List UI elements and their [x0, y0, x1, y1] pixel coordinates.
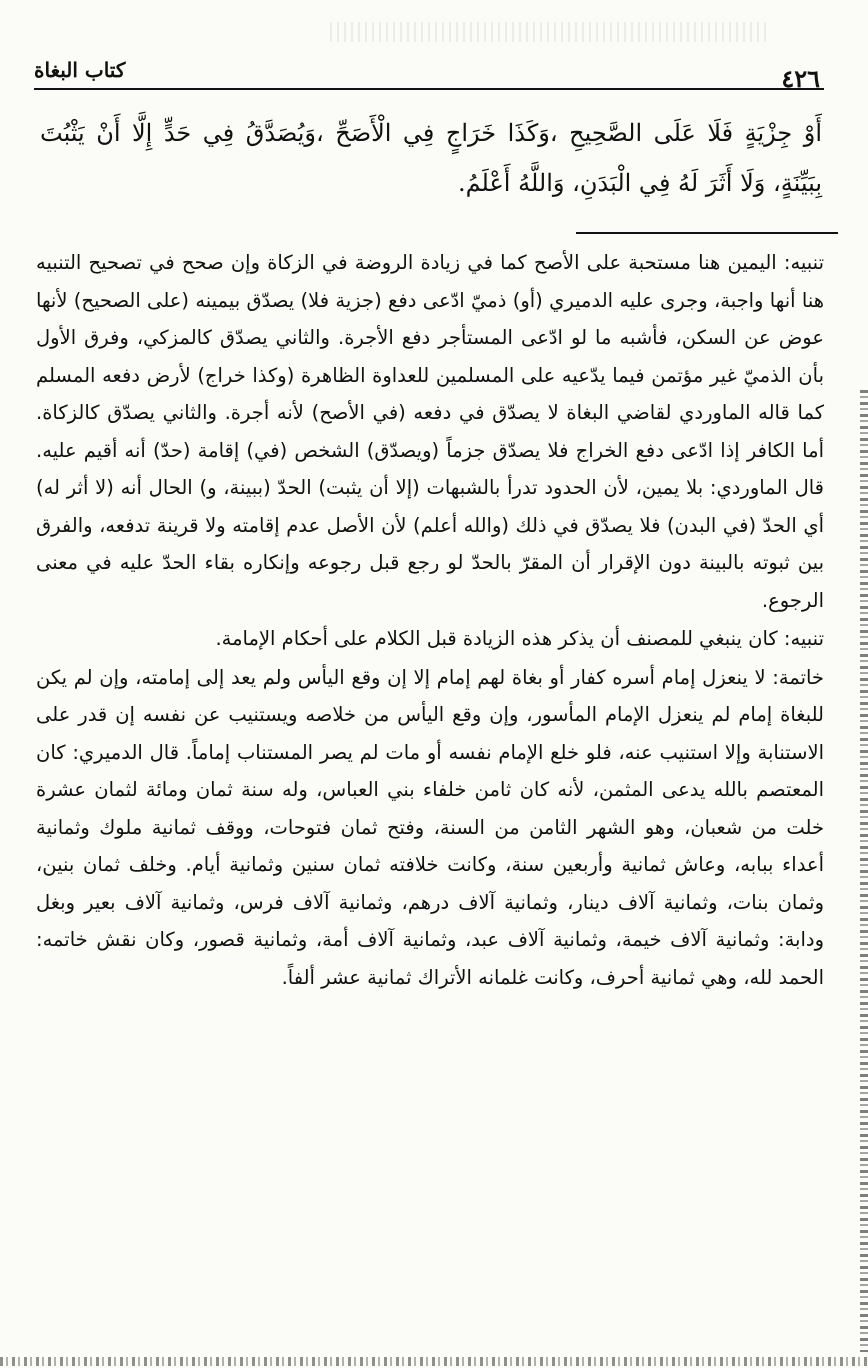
matn-text [40, 108, 822, 208]
sharh-commentary [36, 244, 824, 996]
footnote-divider [576, 232, 838, 234]
page-number: ٤٢٦ [781, 64, 820, 93]
matn-paragraph: أَوْ جِزْيَةٍ فَلَا عَلَى الصَّحِيحِ ،وَكَذَا خَرَاجٍ فِي الْأَصَحِّ ،وَيُصَدَّقُ فِي حَدٍّ إِلَّا أَنْ يَثْبُتَ بِبَيِّنَةٍ، وَلَا أَثَرَ لَهُ فِي الْبَدَنِ، وَاللَّهُ أَعْلَمُ. [40, 119, 822, 197]
page-header [34, 56, 824, 93]
decorative-border-bottom [0, 1357, 868, 1366]
commentary-paragraph-tanbih-2: تنبيه: كان ينبغي للمصنف أن يذكر هذه الزيادة قبل الكلام على أحكام الإمامة. [215, 627, 824, 650]
commentary-paragraph-khatima: خاتمة: لا ينعزل إمام أسره كفار أو بغاة لهم إمام إلا إن وقع اليأس ولم يعد إلى إمامته، وإن لم يكن للبغاة إمام لم ينعزل الإمام المأسور، وإن وقع اليأس من خلاصه ويستنيب عن نفسه إن قدر على الاستنابة وإلا استنيب عنه، فلو خلع الإمام نفسه أو مات لم يصر المستناب إماماً. قال الدميري: كان المعتصم بالله يدعى المثمن، لأنه كان ثامن خلفاء بني العباس، وله سنة ثمان ومائة لثمان عشرة خلت من شعبان، وهو الشهر الثامن من السنة، وفتح ثمان فتوحات، ووقف ثمانية ملوك وثمانية أعداء ببابه، وعاش ثمانية وأربعين سنة، وكانت خلافته ثمان سنين وثمانية أيام. وخلف ثمان بنين، وثمان بنات، وثمانية آلاف دينار، وثمانية آلاف درهم، وثمانية آلاف فرس، وثمانية آلاف بعير وبغل ودابة: وثمانية آلاف خيمة، وثمانية آلاف عبد، وثمانية آلاف أمة، وثمانية قصور، وكان نقش خاتمه: الحمد لله، وهي ثمانية أحرف، وكانت غلمانه الأتراك ثمانية عشر ألفاً. [36, 665, 824, 989]
scan-artifact [330, 22, 770, 42]
commentary-paragraph-tanbih-1: تنبيه: اليمين هنا مستحبة على الأصح كما في زيادة الروضة في الزكاة وإن صحح في تصحيح التنبيه هنا أنها واجبة، وجرى عليه الدميري (أو) ذميّ ادّعى دفع (جزية فلا) يصدّق بيمينه (على الصحيح) لأنها عوض عن السكن، فأشبه ما لو ادّعى المستأجر دفع الأجرة. والثاني يصدّق كالمزكي، وفرق الأول بأن الذميّ غير مؤتمن فيما يدّعيه على المسلمين للعداوة الظاهرة (وكذا خراج) لأرض دفعه المسلم كما قاله الماوردي لقاضي البغاة لا يصدّق في دفعه (في الأصح) لأنه أجرة. والثاني يصدّق كالزكاة. أما الكافر إذا ادّعى دفع الخراج فلا يصدّق جزماً (ويصدّق) الشخص (في) إقامة (حدّ) أنه أقيم عليه. قال الماوردي: بلا يمين، لأن الحدود تدرأ بالشبهات (إلا أن يثبت) الحدّ (ببينة، و) الحال أنه (لا أثر له) أي الحدّ (في البدن) فلا يصدّق في ذلك (والله أعلم) لأن الأصل عدم إقامته ولا قرينة تدفعه، والفرق بين ثبوته بالبينة دون الإقرار أن المقرّ بالحدّ لو رجع قبل رجوعه وإنكاره بقاء الحدّ عليه في معنى الرجوع. [36, 251, 824, 612]
running-title: كتاب البغاة [34, 58, 126, 82]
decorative-border-right [860, 390, 868, 1352]
